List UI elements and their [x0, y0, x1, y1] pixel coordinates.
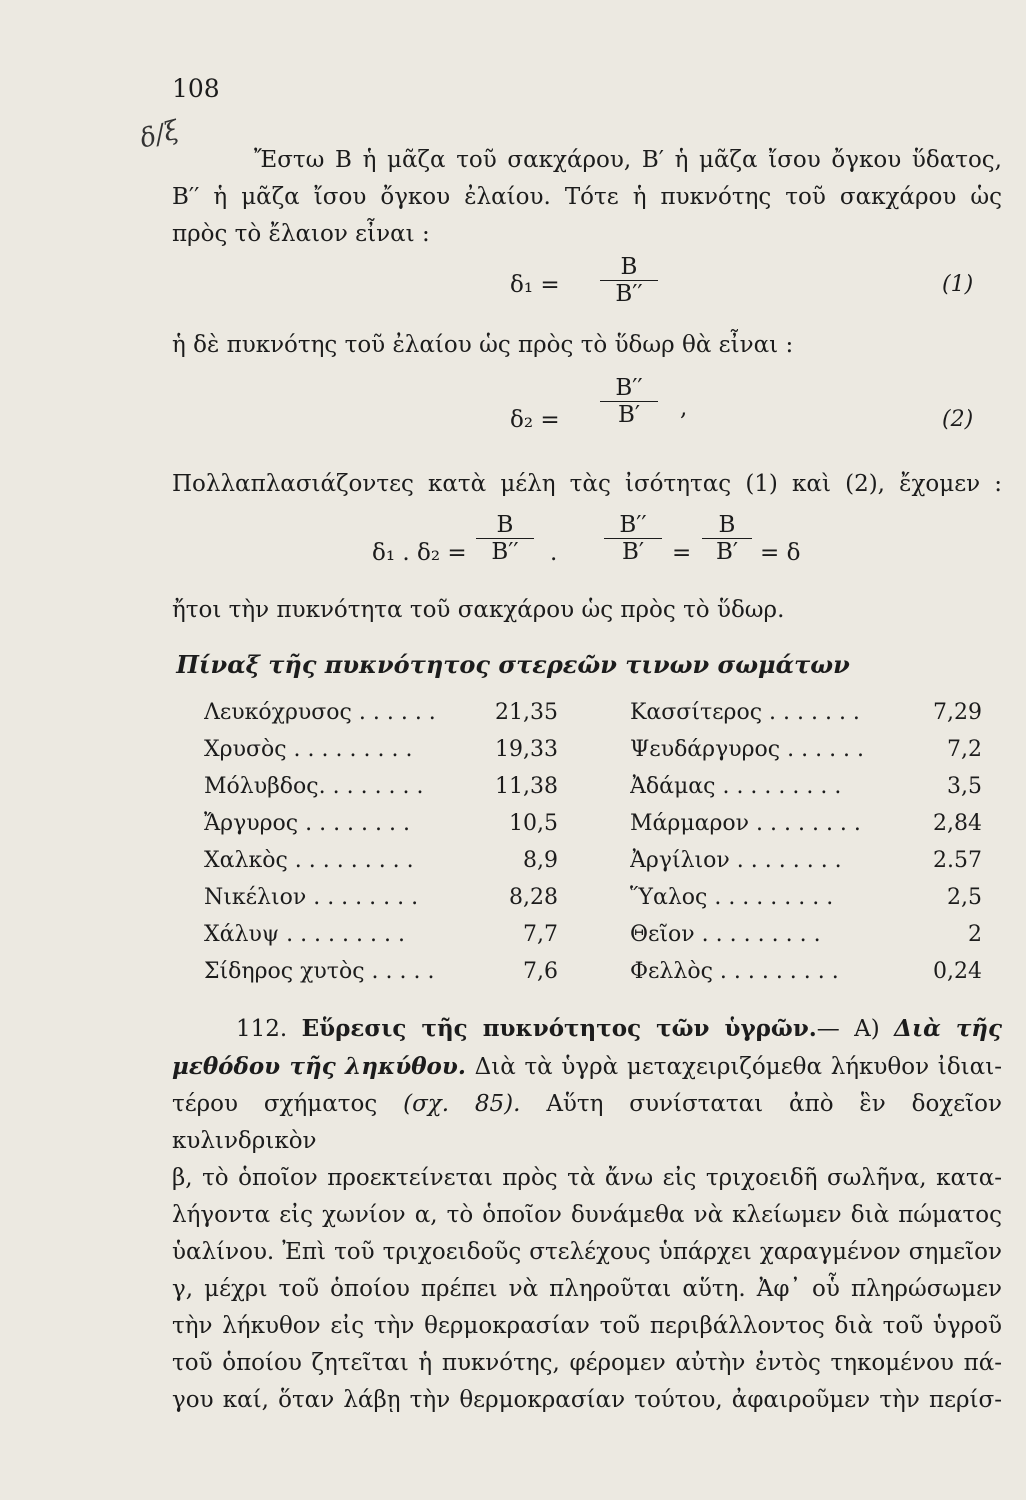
result-text-line: ἤτοι τὴν πυκνότητα τοῦ σακχάρου ὡς πρὸς τὸ ὕδωρ. [172, 597, 785, 623]
eq3-f1-denominator: Β′′ [491, 539, 519, 565]
section-line: τὴν λήκυθον εἰς τὴν θερμοκρασίαν τοῦ περιβάλλοντος διὰ τοῦ ὑγροῦ [172, 1313, 1002, 1339]
eq3-equals: = [672, 540, 692, 566]
table-row [204, 737, 558, 774]
eq2-comma: , [680, 395, 688, 421]
eq2-lhs: δ₂ = [510, 407, 560, 433]
material-name: Ὕαλος . . . . . . . . . [630, 885, 834, 910]
section-line: λήγοντα εἰς χωνίον α, τὸ ὁποῖον δυνάμεθα νὰ κλείωμεν διὰ πώματος [172, 1202, 1002, 1228]
intro-line-3: πρὸς τὸ ἔλαιον εἶναι : [172, 221, 430, 247]
material-name: Χαλκὸς . . . . . . . . . [204, 848, 414, 873]
table-row [204, 922, 558, 959]
eq1-numerator: Β [620, 254, 638, 280]
material-name: Νικέλιον . . . . . . . . [204, 885, 419, 910]
material-density: 10,5 [509, 811, 558, 836]
table-row [630, 774, 982, 811]
section-line-2 [172, 1048, 1002, 1086]
intro-line-2: Β′′ ἡ μᾶζα ἴσου ὄγκου ἐλαίου. Τότε ἡ πυκνότης τοῦ σακχάρου ὡς [172, 184, 1002, 210]
section-line: γου καί, ὅταν λάβῃ τὴν θερμοκρασίαν τούτου, ἀφαιροῦμεν τὴν περίσ- [172, 1387, 1002, 1413]
intro-line-1: Ἔστω Β ἡ μᾶζα τοῦ σακχάρου, Β′ ἡ μᾶζα ἴσου ὄγκου ὕδατος, [254, 147, 1002, 173]
table-row [630, 811, 982, 848]
section-line-3 [172, 1086, 1002, 1160]
eq3-rhs: = δ [760, 540, 801, 566]
table-row [630, 885, 982, 922]
eq2-label: (2) [942, 407, 974, 432]
section-112 [172, 1010, 1002, 1419]
material-density: 7,2 [947, 737, 982, 762]
eq3-fraction-1 [476, 512, 534, 565]
material-density: 2,84 [933, 811, 982, 836]
table-row [630, 848, 982, 885]
material-density: 2,5 [947, 885, 982, 910]
material-name: Χάλυψ . . . . . . . . . [204, 922, 405, 947]
material-name: Χρυσὸς . . . . . . . . . [204, 737, 413, 762]
eq3-f2-denominator: Β′ [621, 539, 645, 565]
eq3-f3-numerator: Β [718, 512, 736, 538]
material-density: 7,7 [523, 922, 558, 947]
eq3-fraction-3 [702, 512, 752, 565]
table-row [204, 811, 558, 848]
table-row [204, 848, 558, 885]
section-heading-line [172, 1010, 1002, 1048]
eq3-f2-numerator: Β′′ [619, 512, 647, 538]
eq2-denominator: Β′ [617, 402, 641, 428]
material-density: 7,29 [933, 700, 982, 725]
intro-paragraph [172, 142, 1002, 253]
section-line: ὑαλίνου. Ἐπὶ τοῦ τριχοειδοῦς στελέχους ὑπάρχει χαραγμένον σημεῖον [172, 1239, 1002, 1265]
material-name: Ἄργυρος . . . . . . . . [204, 811, 410, 836]
material-density: 2.57 [933, 848, 982, 873]
eq2-fraction [600, 375, 658, 428]
figure-reference: (σχ. 85). [403, 1091, 521, 1117]
section-line: γ, μέχρι τοῦ ὁποίου πρέπει νὰ πληροῦται αὕτη. Ἀφ᾽ οὗ πληρώσωμεν [172, 1276, 1002, 1302]
material-name: Ἀδάμας . . . . . . . . . [630, 774, 842, 799]
subsection-heading-a: Διὰ τῆς [894, 1015, 1003, 1042]
material-name: Θεῖον . . . . . . . . . [630, 922, 821, 947]
subsection-heading-b: μεθόδου τῆς ληκύθου. [172, 1053, 466, 1080]
material-density: 2 [968, 922, 982, 947]
eq1-lhs: δ₁ = [510, 272, 560, 298]
material-name: Ψευδάργυρος . . . . . . [630, 737, 865, 762]
material-name: Μόλυβδος. . . . . . . . [204, 774, 424, 799]
section-dash: — [816, 1016, 840, 1042]
table-row [630, 922, 982, 959]
eq3-f1-numerator: Β [496, 512, 514, 538]
table-row [204, 700, 558, 737]
material-density: 19,33 [495, 737, 558, 762]
eq2-numerator: Β′′ [615, 375, 643, 401]
mid-text [172, 327, 1002, 364]
eq1-fraction [600, 254, 658, 307]
material-density: 21,35 [495, 700, 558, 725]
eq1-denominator: Β′′ [615, 281, 643, 307]
eq3-lhs: δ₁ . δ₂ = [372, 540, 467, 566]
multiply-text [172, 466, 1002, 503]
section-heading: Εὕρεσις τῆς πυκνότητος τῶν ὑγρῶν. [301, 1015, 817, 1042]
table-row [204, 959, 558, 996]
density-table-left [204, 700, 558, 996]
material-density: 8,9 [523, 848, 558, 873]
multiply-text-line: Πολλαπλασιάζοντες κατὰ μέλη τὰς ἰσότητας (1) καὶ (2), ἔχομεν : [172, 471, 1002, 497]
table-row [630, 737, 982, 774]
material-name: Κασσίτερος . . . . . . . [630, 700, 860, 725]
material-name: Σίδηρος χυτὸς . . . . . [204, 959, 435, 984]
material-density: 11,38 [495, 774, 558, 799]
table-title: Πίναξ τῆς πυκνότητος στερεῶν τινων σωμάτων [176, 650, 850, 679]
material-density: 7,6 [523, 959, 558, 984]
section-line-2-text: Διὰ τὰ ὑγρὰ μεταχειριζόμεθα λήκυθον ἰδιαι- [474, 1054, 1003, 1080]
eq3-fraction-2 [604, 512, 662, 565]
material-name: Φελλὸς . . . . . . . . . [630, 959, 839, 984]
result-text [172, 592, 1002, 629]
table-row [630, 700, 982, 737]
table-row [204, 774, 558, 811]
section-line: τοῦ ὁποίου ζητεῖται ἡ πυκνότης, φέρομεν αὐτὴν ἐντὸς τηκομένου πά- [172, 1350, 1002, 1376]
section-line: β, τὸ ὁποῖον προεκτείνεται πρὸς τὰ ἄνω εἰς τριχοειδῆ σωλῆνα, κατα- [172, 1165, 1002, 1191]
section-number: 112. [236, 1016, 288, 1042]
section-line-3-b: Αὕτη συνίσταται ἀπὸ ἓν δοχεῖον κυλινδρικὸν [172, 1091, 1003, 1154]
density-table-right [630, 700, 982, 996]
material-name: Ἀργίλιον . . . . . . . . [630, 848, 842, 873]
table-row [204, 885, 558, 922]
material-name: Μάρμαρον . . . . . . . . [630, 811, 861, 836]
material-density: 0,24 [933, 959, 982, 984]
eq3-dot: . [550, 540, 558, 566]
eq1-label: (1) [942, 272, 974, 297]
eq3-f3-denominator: Β′ [715, 539, 739, 565]
material-density: 3,5 [947, 774, 982, 799]
page-number: 108 [172, 74, 220, 103]
margin-annotation: δ/ξ [136, 115, 182, 155]
section-line-3-a: τέρου σχήματος [172, 1091, 378, 1117]
material-density: 8,28 [509, 885, 558, 910]
material-name: Λευκόχρυσος . . . . . . [204, 700, 436, 725]
mid-text-line: ἡ δὲ πυκνότης τοῦ ἐλαίου ὡς πρὸς τὸ ὕδωρ θὰ εἶναι : [172, 332, 794, 358]
table-row [630, 959, 982, 996]
subsection-marker: Α) [854, 1016, 880, 1042]
